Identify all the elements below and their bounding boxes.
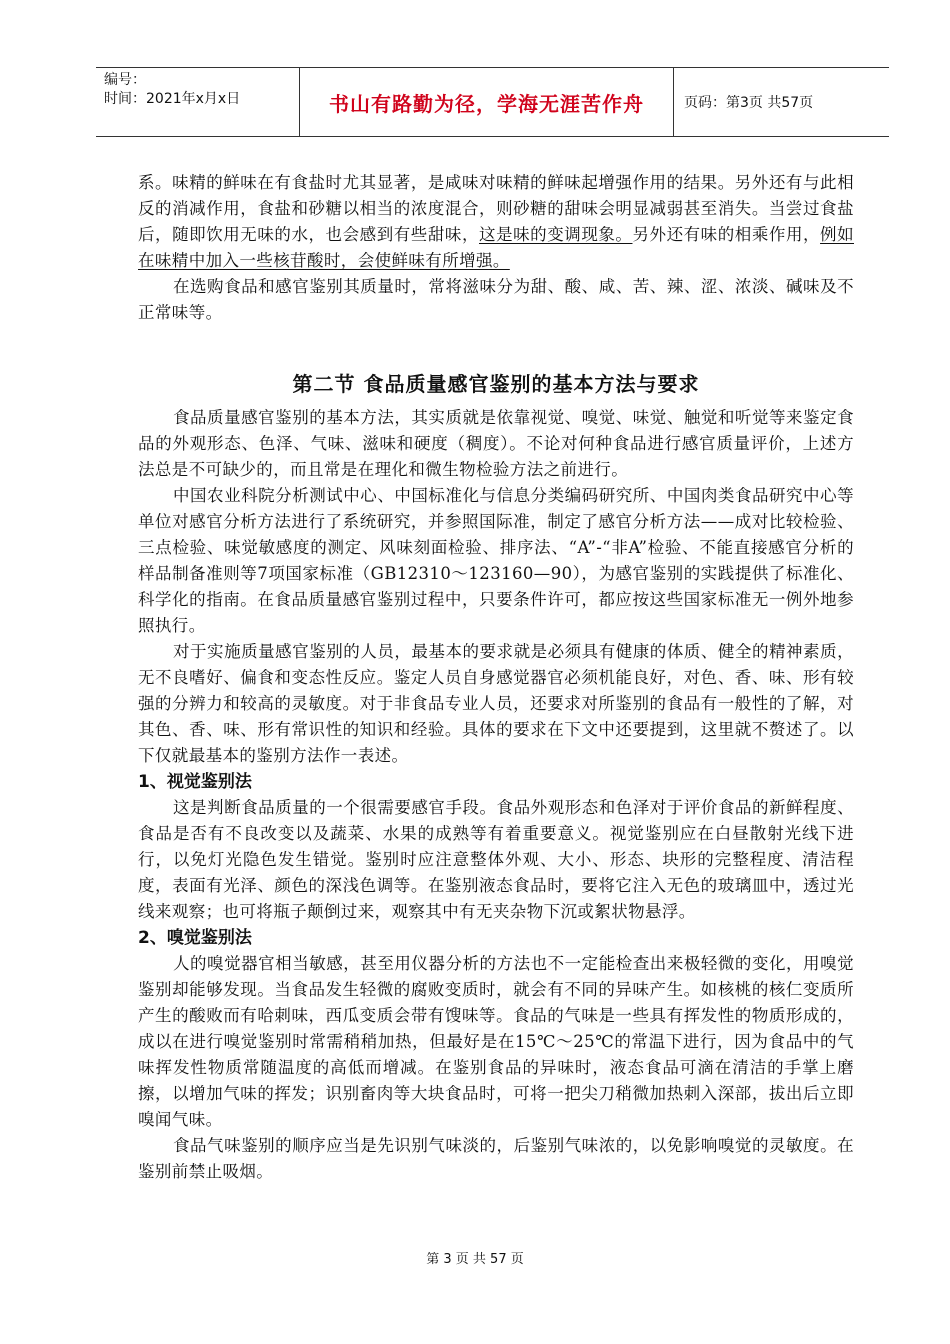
- header-motto: 书山有路勤为径，学海无涯苦作舟: [300, 68, 674, 136]
- paragraph: 人的嗅觉器官相当敏感，甚至用仪器分析的方法也不一定能检查出来极轻微的变化，用嗅觉鉴别却能够发现。当食品发生轻微的腐败变质时，就会有不同的异味产生。如核桃的核仁变质所产生的酸败而有哈刺味，西瓜变质会带有馊味等。食品的气味是一些具有挥发性的物质形成的，成以在进行嗅觉鉴别时常需稍稍加热，但最好是在15℃～25℃的常温下进行，因为食品中的气味挥发性物质常随温度的高低而增减。在鉴别食品的异味时，液态食品可滴在清洁的手掌上磨擦，以增加气味的挥发；识别畜肉等大块食品时，可将一把尖刀稍微加热刺入深部，拔出后立即嗅闻气味。: [138, 954, 854, 1129]
- paragraph: 这是判断食品质量的一个很需要感官手段。食品外观形态和色泽对于评价食品的新鲜程度、食品是否有不良改变以及蔬菜、水果的成熟等有着重要意义。视觉鉴别应在白昼散射光线下进行，以免灯光隐色发生错觉。鉴别时应注意整体外观、大小、形态、块形的完整程度、清洁程度，表面有光泽、颜色的深浅色调等。在鉴别液态食品时，要将它注入无色的玻璃皿中，透过光线来观察；也可将瓶子颠倒过来，观察其中有无夹杂物下沉或絮状物悬浮。: [138, 798, 854, 921]
- paragraph: 在选购食品和感官鉴别其质量时，常将滋味分为甜、酸、咸、苦、辣、涩、浓淡、碱味及不正常味等。: [138, 277, 854, 322]
- page-header: [96, 67, 889, 137]
- time-label: 时间：2021年x月x日: [104, 91, 241, 107]
- paragraph: 中国农业科院分析测试中心、中国标准化与信息分类编码研究所、中国肉类食品研究中心等单位对感官分析方法进行了系统研究，并参照国际准，制定了感官分析方法——成对比较检验、三点检验、味觉敏感度的测定、风味刻面检验、排序法、“A”-“非A”检验、不能直接感官分析的样品制备准则等7项国家标准（GB12310～123160—90），为感官鉴别的实践提供了标准化、科学化的指南。在食品质量感官鉴别过程中，只要条件许可，都应按这些国家标准无一例外地参照执行。: [138, 486, 854, 635]
- paragraph: 对于实施质量感官鉴别的人员，最基本的要求就是必须具有健康的体质、健全的精神素质，无不良嗜好、偏食和变态性反应。鉴定人员自身感觉器官必须机能良好，对色、香、味、形有较强的分辨力和较高的灵敏度。对于非食品专业人员，还要求对所鉴别的食品有一般性的了解，对其色、香、味、形有常识性的知识和经验。具体的要求在下文中还要提到，这里就不赘述了。以下仅就最基本的鉴别方法作一表述。: [138, 642, 854, 765]
- paragraph: 食品气味鉴别的顺序应当是先识别气味淡的，后鉴别气味浓的，以免影响嗅觉的灵敏度。在鉴别前禁止吸烟。: [138, 1136, 854, 1181]
- text-run: 另外还有味的相乘作用，: [632, 225, 821, 244]
- section-title: 第二节 食品质量感官鉴别的基本方法与要求: [292, 372, 700, 396]
- subheading-smell: 2、嗅觉鉴别法: [138, 928, 252, 948]
- underlined-text: 例如在味精中加入一些核苷酸时，会使鲜味有所增强。: [138, 225, 854, 270]
- subheading-visual: 1、视觉鉴别法: [138, 772, 252, 792]
- header-meta: [96, 68, 300, 136]
- code-label: 编号：: [104, 72, 146, 88]
- page-footer: 第 3 页 共 57 页: [426, 1252, 524, 1267]
- paragraph: [138, 170, 854, 274]
- paragraph: 食品质量感官鉴别的基本方法，其实质就是依靠视觉、嗅觉、味觉、触觉和听觉等来鉴定食品的外观形态、色泽、气味、滋味和硬度（稠度）。不论对何种食品进行感官质量评价，上述方法总是不可缺少的，而且常是在理化和微生物检验方法之前进行。: [138, 408, 854, 479]
- document-body: [138, 170, 854, 1185]
- header-page-info: 页码：第3页 共57页: [684, 95, 814, 111]
- text-run: 系。味精的鲜味在有食盐时尤其显著，是咸味对味精的鲜味起增强作用的结果。另外还有与此相反的消减作用，食盐和砂糖以相当的浓度混合，则砂糖的甜味会明显减弱甚至消失。当尝过食盐后，随即饮用无味的水，也会感到有些甜味，: [138, 173, 854, 244]
- underlined-text: 这是味的变调现象。: [479, 225, 633, 244]
